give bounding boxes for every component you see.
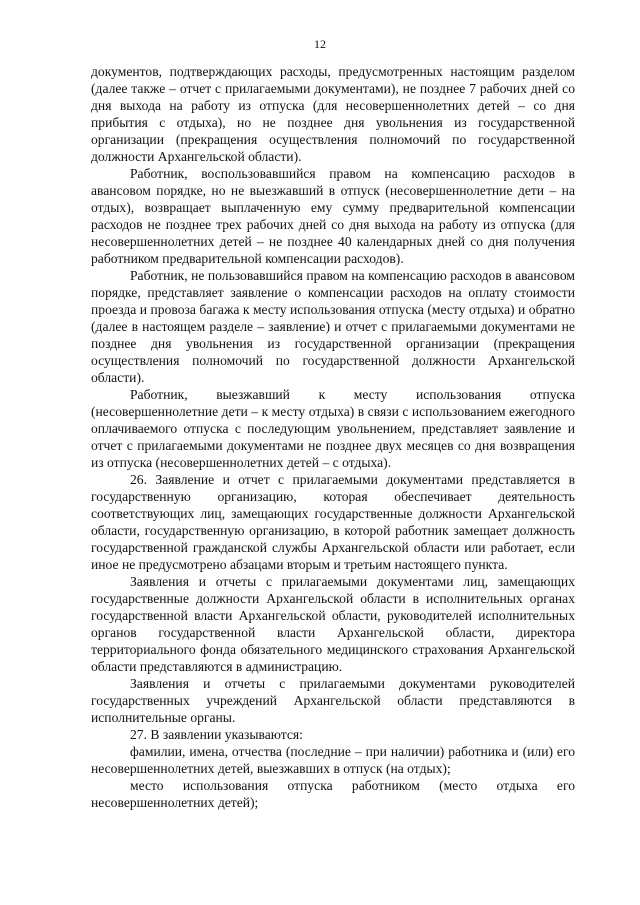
paragraph-9: фамилии, имена, отчества (последние – при наличии) работника и (или) его несовершеннолетних детей, выезжавших в отпуск (на отдых); [91,744,575,776]
page-number: 12 [314,37,326,51]
paragraph-10: место использования отпуска работником (место отдыха его несовершеннолетних детей); [91,778,575,810]
paragraph-7: Заявления и отчеты с прилагаемыми документами руководителей государственных учреждений Архангельской области представляются в исполнительные органы. [91,676,575,725]
paragraph-3: Работник, не пользовавшийся правом на компенсацию расходов в авансовом порядке, представляет заявление о компенсации расходов на оплату стоимости проезда и провоза багажа к месту использования отпуска (месту отдыха) и обратно (далее в настоящем разделе – заявление) и отчет с прилагаемыми документами не позднее дня увольнения из государственной организации (прекращения осуществления полномочий по государственной должности Архангельской области). [91,268,575,385]
paragraph-5: 26. Заявление и отчет с прилагаемыми документами представляется в государственную организацию, которая обеспечивает деятельность соответствующих лиц, замещающих государственные должности Архангельской области, государственную организацию, в которой работник замещает должность государственной гражданской службы Архангельской области или работает, если иное не предусмотрено абзацами вторым и третьим настоящего пункта. [91,472,575,572]
paragraph-2: Работник, воспользовавшийся правом на компенсацию расходов в авансовом порядке, но не выезжавший в отпуск (несовершеннолетние дети – на отдых), возвращает выплаченную ему сумму предварительной компенсации расходов не позднее трех рабочих дней со дня выхода на работу из отпуска (для несовершеннолетних детей – не позднее 40 календарных дней со дня получения работником предварительной компенсации расходов). [91,166,575,266]
document-body [91,63,575,811]
paragraph-1: документов, подтверждающих расходы, предусмотренных настоящим разделом (далее также – отчет с прилагаемыми документами), не позднее 7 рабочих дней со дня выхода на работу из отпуска (для несовершеннолетних детей – со дня прибытия с отдыха), но не позднее дня увольнения из государственной организации (прекращения осуществления полномочий по государственной должности Архангельской области). [91,64,575,164]
paragraph-8: 27. В заявлении указываются: [130,727,303,742]
paragraph-4: Работник, выезжавший к месту использования отпуска (несовершеннолетние дети – к месту отдыха) в связи с использованием ежегодного оплачиваемого отпуска с последующим увольнением, представляет заявление и отчет с прилагаемыми документами не позднее двух месяцев со дня возвращения из отпуска (несовершеннолетних детей – с отдыха). [91,387,575,470]
paragraph-6: Заявления и отчеты с прилагаемыми документами лиц, замещающих государственные должности Архангельской области в исполнительных органах государственной власти Архангельской области, руководителей исполнительных органов государственной власти Архангельской области, директора территориального фонда обязательного медицинского страхования Архангельской области представляются в администрацию. [91,574,575,674]
